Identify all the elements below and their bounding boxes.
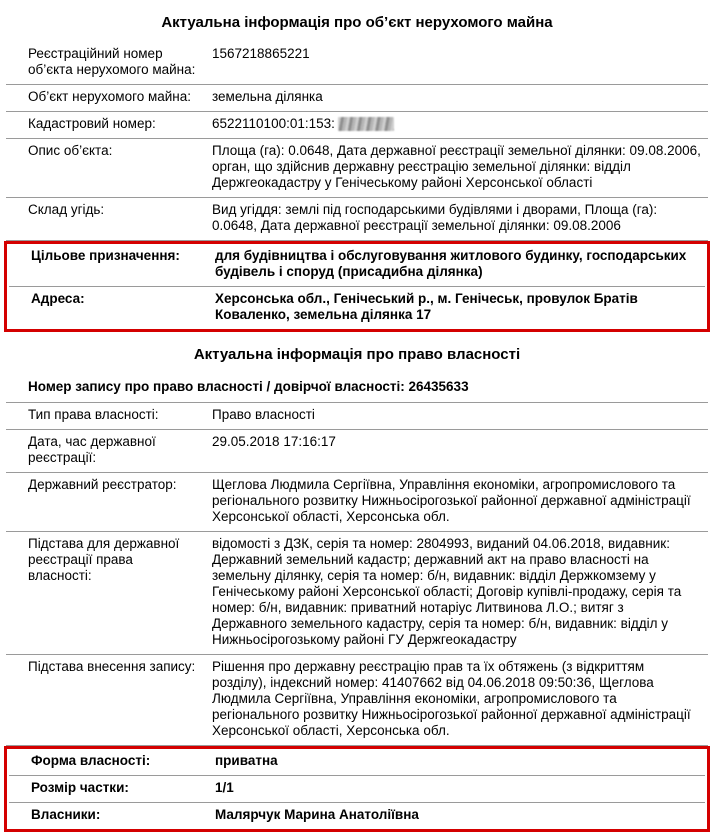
- section-object-info: [6, 6, 708, 332]
- field-value: 1/1: [215, 780, 234, 795]
- field-label: Форма власності:: [31, 753, 151, 768]
- field-value: для будівництва і обслуговування житлового будинку, господарських будівель і споруд (присадибна ділянка): [215, 248, 687, 279]
- field-label: Дата, час державної реєстрації:: [28, 434, 156, 465]
- field-label: Підстава для державної реєстрації права власності:: [28, 536, 180, 583]
- row-record-entry-grounds: [6, 655, 708, 746]
- row-state-registrar: [6, 473, 708, 532]
- cadastral-number-text: 6522110100:01:153:: [212, 116, 335, 131]
- row-registration-number: [6, 42, 708, 85]
- row-ownership-type: [6, 403, 708, 430]
- field-value: приватна: [215, 753, 278, 768]
- highlight-box-purpose-address: [4, 241, 710, 332]
- redacted-cadastral-digits: [338, 117, 394, 131]
- row-object-description: [6, 139, 708, 198]
- field-value: Рішення про державну реєстрацію прав та їх обтяжень (з відкриттям розділу), індексний номер: 41407662 від 04.06.2018 09:50:36, Щеглова Людмила Сергіївна, Управління економіки, агропромислового та регіонального розвитку Нижньосірогозької районної державної адміністрації Херсонської області, Херсонська обл.: [212, 659, 691, 738]
- field-value: Вид угіддя: землі під господарськими будівлями і дворами, Площа (га): 0.0648, Дата державної реєстрації земельної ділянки: 09.08.2006: [212, 202, 658, 233]
- field-value: Площа (га): 0.0648, Дата державної реєстрації земельної ділянки: 09.08.2006, орган, що здійснив державну реєстрацію земельної ділянки: відділ Держгеокадастру у Генічеському районі Херсонської області: [212, 143, 701, 190]
- section-ownership-info: [6, 332, 708, 832]
- field-value: відомості з ДЗК, серія та номер: 2804993, виданий 04.06.2018, видавник: Державний земельний кадастр; державний акт на право власності на земельну ділянку, серія та номер: б/н, видавник: відділ Держкомзему у Генічеському районі Херсонської області; Договір купівлі-продажу, серія та номер: б/н, видавник: приватний нотаріус Литвинова Л.О.; витяг з Державного земельного кадастру, серія та номер: б/н, видавник: відділ у Нижньосірогозькому районі ГУ Держгеокадастру: [212, 536, 682, 647]
- field-label: Кадастровий номер:: [28, 116, 156, 131]
- field-label: Склад угідь:: [28, 202, 105, 217]
- field-label: Розмір частки:: [31, 780, 129, 795]
- field-label: Об’єкт нерухомого майна:: [28, 89, 192, 104]
- row-owners: [9, 803, 705, 829]
- field-value: 29.05.2018 17:16:17: [212, 434, 336, 449]
- object-info-title: Актуальна інформація про об’єкт нерухомого майна: [161, 14, 553, 31]
- field-value: [212, 116, 708, 132]
- row-ownership-form: [9, 749, 705, 776]
- row-designated-purpose: [9, 244, 705, 287]
- field-label: Цільове призначення:: [31, 248, 180, 263]
- field-label: Підстава внесення запису:: [28, 659, 196, 674]
- field-label: Тип права власності:: [28, 407, 159, 422]
- row-land-composition: [6, 198, 708, 241]
- ownership-info-title: Актуальна інформація про право власності: [193, 346, 521, 363]
- row-registration-datetime: [6, 430, 708, 473]
- field-label: Державний реєстратор:: [28, 477, 177, 492]
- ownership-record-number: Номер запису про право власності / довірчої власності: 26435633: [6, 374, 708, 403]
- field-value: земельна ділянка: [212, 89, 323, 104]
- row-cadastral-number: [6, 112, 708, 139]
- field-value: Щеглова Людмила Сергіївна, Управління економіки, агропромислового та регіонального розвитку Нижньосірогозької районної державної адміністрації Херсонської області, Херсонська обл.: [212, 477, 691, 524]
- row-object-type: [6, 85, 708, 112]
- field-label: Адреса:: [31, 291, 85, 306]
- field-value: Херсонська обл., Генічеський р., м. Генічеськ, провулок Братів Коваленко, земельна ділянка 17: [215, 291, 638, 322]
- field-value: Право власності: [212, 407, 315, 422]
- row-share-size: [9, 776, 705, 803]
- row-registration-grounds: [6, 532, 708, 655]
- row-address: [9, 287, 705, 329]
- field-label: Реєстраційний номер об’єкта нерухомого майна:: [28, 46, 196, 77]
- highlight-box-ownership-summary: [4, 746, 710, 832]
- field-label: Опис об’єкта:: [28, 143, 113, 158]
- field-value: 1567218865221: [212, 46, 310, 61]
- field-label: Власники:: [31, 807, 101, 822]
- field-value: Малярчук Марина Анатоліївна: [215, 807, 419, 822]
